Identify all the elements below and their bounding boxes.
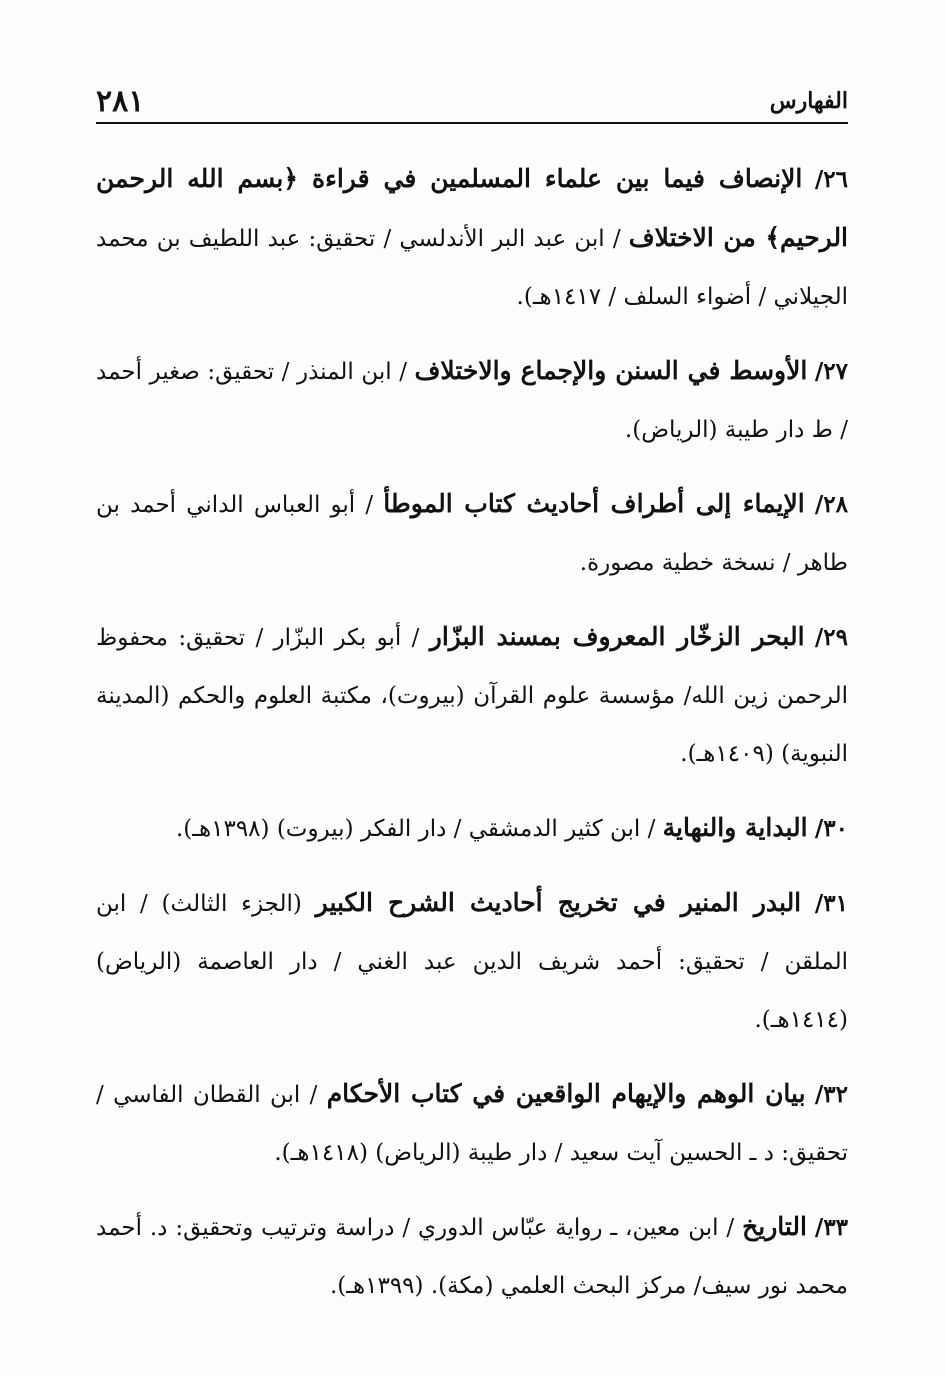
entry-number: ٢٨/ [814, 491, 848, 518]
entry-title: بيان الوهم والإيهام الواقعين في كتاب الأحكام [326, 1079, 806, 1108]
bibliography-entry [96, 799, 848, 858]
entry-title: التاريخ [742, 1212, 807, 1241]
entry-title: البداية والنهاية [662, 813, 808, 842]
entry-details: (الجزء الثالث) / ابن الملقن / تحقيق: أحمد شريف الدين عبد الغني / دار العاصمة (الرياض) (١٤١٤هـ). [96, 891, 848, 1033]
entry-number: ٢٩/ [814, 624, 849, 651]
entry-details: / أبو بكر البزّار / تحقيق: محفوظ الرحمن زين الله/ مؤسسة علوم القرآن (بيروت)، مكتبة العلوم والحكم (المدينة النبوية) (١٤٠٩هـ). [96, 625, 848, 767]
entry-title: الأوسط في السنن والإجماع والاختلاف [414, 356, 808, 385]
entry-number: ٣١/ [814, 890, 849, 917]
bibliography-entry [96, 608, 848, 783]
entry-number: ٢٦/ [814, 166, 848, 193]
bibliography-entry [96, 1198, 848, 1315]
page-header [96, 84, 848, 124]
entry-number: ٣٢/ [814, 1081, 849, 1108]
entry-details: / ابن المنذر / تحقيق: صغير أحمد / ط دار طيبة (الرياض). [96, 359, 848, 443]
entry-number: ٣٣/ [814, 1214, 849, 1241]
entry-details: / ابن معين، ـ رواية عبّاس الدوري / دراسة وترتيب وتحقيق: د. أحمد محمد نور سيف/ مركز البحث العلمي (مكة). (١٣٩٩هـ). [96, 1215, 848, 1299]
page-number: ٢٨١ [96, 84, 145, 119]
bibliography-entry [96, 475, 848, 592]
entry-number: ٢٧/ [814, 358, 849, 385]
entry-details: / أبو العباس الداني أحمد بن طاهر / نسخة خطية مصورة. [96, 492, 848, 576]
header-rule [96, 122, 848, 124]
entry-title: الإنصاف فيما بين علماء المسلمين في قراءة ﴿بسم الله الرحمن الرحيم﴾ من الاختلاف [96, 164, 849, 252]
bibliography-entry [96, 874, 848, 1049]
entry-number: ٣٠/ [814, 815, 848, 842]
entry-details: / ابن كثير الدمشقي / دار الفكر (بيروت) (١٣٩٨هـ). [175, 816, 656, 842]
bibliography-list [96, 150, 848, 1331]
entry-details: / ابن القطان الفاسي / تحقيق: د ـ الحسين آيت سعيد / دار طيبة (الرياض) (١٤١٨هـ). [96, 1082, 848, 1166]
entry-title: البحر الزخّار المعروف بمسند البزّار [429, 622, 805, 651]
section-title: الفهارس [769, 88, 848, 114]
bibliography-entry [96, 150, 848, 326]
entry-title: الإيماء إلى أطراف أحاديث كتاب الموطأ [383, 489, 805, 518]
bibliography-entry [96, 1065, 848, 1182]
entry-title: البدر المنير في تخريج أحاديث الشرح الكبير [315, 888, 802, 917]
bibliography-entry [96, 342, 848, 459]
entry-details: / ابن عبد البر الأندلسي / تحقيق: عبد اللطيف بن محمد الجيلاني / أضواء السلف / ١٤١٧هـ). [96, 226, 848, 310]
